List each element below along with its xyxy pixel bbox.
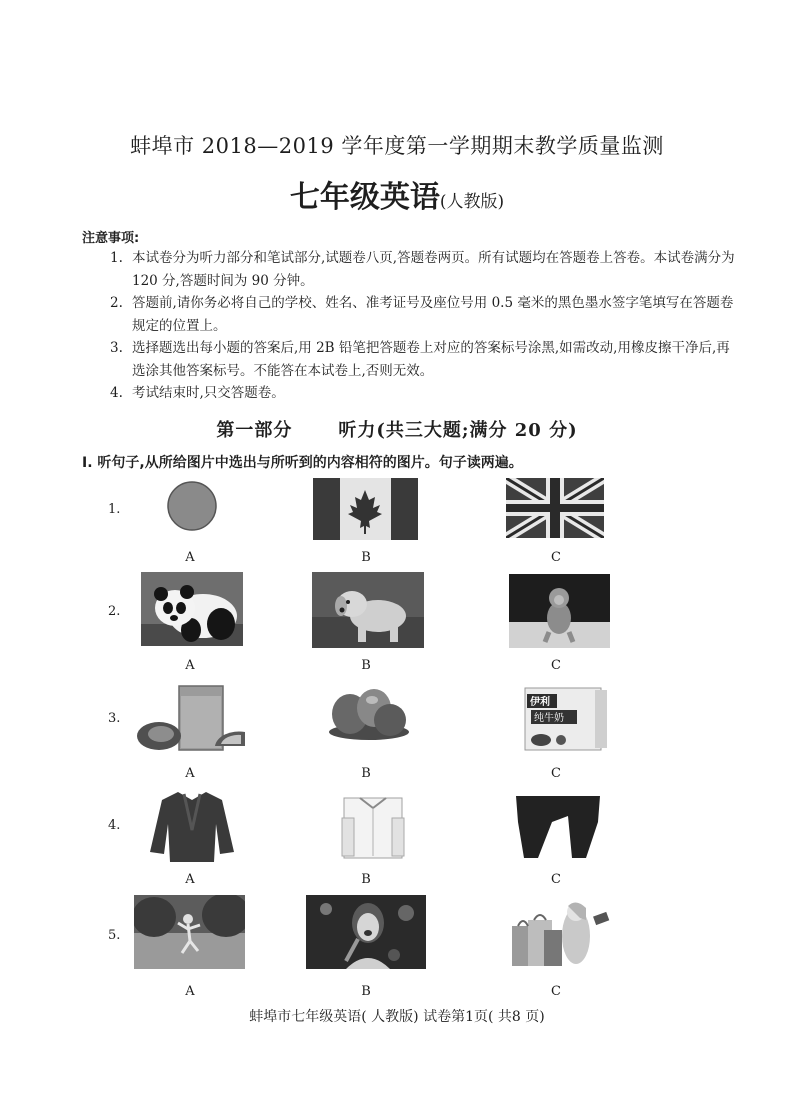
orange-juice-icon bbox=[135, 684, 257, 754]
milk-box-icon bbox=[521, 686, 611, 756]
circle-icon bbox=[140, 474, 240, 536]
question-number: 3. bbox=[108, 711, 121, 726]
option-letter: B bbox=[361, 658, 371, 673]
canada-flag-icon bbox=[313, 478, 418, 540]
section-name: 听力(共三大题;满分 20 分) bbox=[338, 420, 578, 441]
question-number: 4. bbox=[108, 818, 121, 833]
notice-item: 1. 本试卷分为听力部分和笔试部分,试题卷八页,答题卷两页。所有试题均在答题卷上答卷。本试卷满分为 120 分,答题时间为 90 分钟。 bbox=[110, 250, 735, 289]
playing-children-icon bbox=[134, 895, 245, 969]
question-number: 2. bbox=[108, 604, 121, 619]
milk-label: 纯牛奶 bbox=[534, 713, 564, 724]
dog-icon bbox=[312, 572, 424, 648]
question-number: 1. bbox=[108, 502, 121, 517]
option-letter: B bbox=[361, 984, 371, 999]
uk-flag-icon bbox=[506, 478, 604, 538]
notice-item: 2. 答题前,请你务必将自己的学校、姓名、准考证号及座位号用 0.5 毫米的黑色墨水签字笔填写在答题卷规定的位置上。 bbox=[110, 295, 734, 334]
option-letter: C bbox=[551, 550, 561, 565]
shirt-icon bbox=[340, 794, 406, 862]
milk-brand: 伊利 bbox=[530, 697, 550, 708]
section-heading bbox=[0, 416, 794, 442]
jacket-icon bbox=[148, 790, 236, 864]
panda-icon bbox=[141, 572, 243, 646]
notice-item: 4. 考试结束时,只交答题卷。 bbox=[110, 385, 285, 401]
part-i-instruction: Ⅰ. 听句子,从所给图片中选出与所听到的内容相符的图片。句子读两遍。 bbox=[82, 455, 523, 471]
option-letter: A bbox=[185, 984, 195, 999]
exam-title: 蚌埠市 2018—2019 学年度第一学期期末教学质量监测 bbox=[130, 134, 664, 158]
shopping-icon bbox=[510, 896, 616, 972]
section-part: 第一部分 bbox=[216, 420, 293, 441]
option-letter: A bbox=[185, 550, 195, 565]
option-letter: C bbox=[551, 872, 561, 887]
edition-label: (人教版) bbox=[439, 192, 505, 212]
page-footer: 蚌埠市七年级英语( 人教版) 试卷第1页( 共8 页) bbox=[249, 1009, 545, 1025]
option-letter: A bbox=[185, 872, 195, 887]
singer-icon bbox=[306, 895, 426, 969]
notice-list bbox=[110, 247, 740, 405]
subject-title: 七年级英语 bbox=[289, 180, 440, 215]
option-letter: B bbox=[361, 550, 371, 565]
monkey-icon bbox=[509, 574, 610, 648]
option-letter: B bbox=[361, 872, 371, 887]
pants-icon bbox=[512, 792, 604, 860]
option-letter: C bbox=[551, 984, 561, 999]
question-number: 5. bbox=[108, 928, 121, 943]
option-letter: A bbox=[185, 658, 195, 673]
exam-subtitle bbox=[0, 172, 794, 216]
bread-icon bbox=[328, 686, 410, 742]
notice-heading: 注意事项: bbox=[82, 231, 140, 246]
notice-item: 3. 选择题选出每小题的答案后,用 2B 铅笔把答题卷上对应的答案标号涂黑,如需改动,用橡皮擦干净后,再选涂其他答案标号。不能答在本试卷上,否则无效。 bbox=[110, 340, 730, 379]
option-letter: C bbox=[551, 766, 561, 781]
option-letter: C bbox=[551, 658, 561, 673]
option-letter: A bbox=[185, 766, 195, 781]
option-letter: B bbox=[361, 766, 371, 781]
